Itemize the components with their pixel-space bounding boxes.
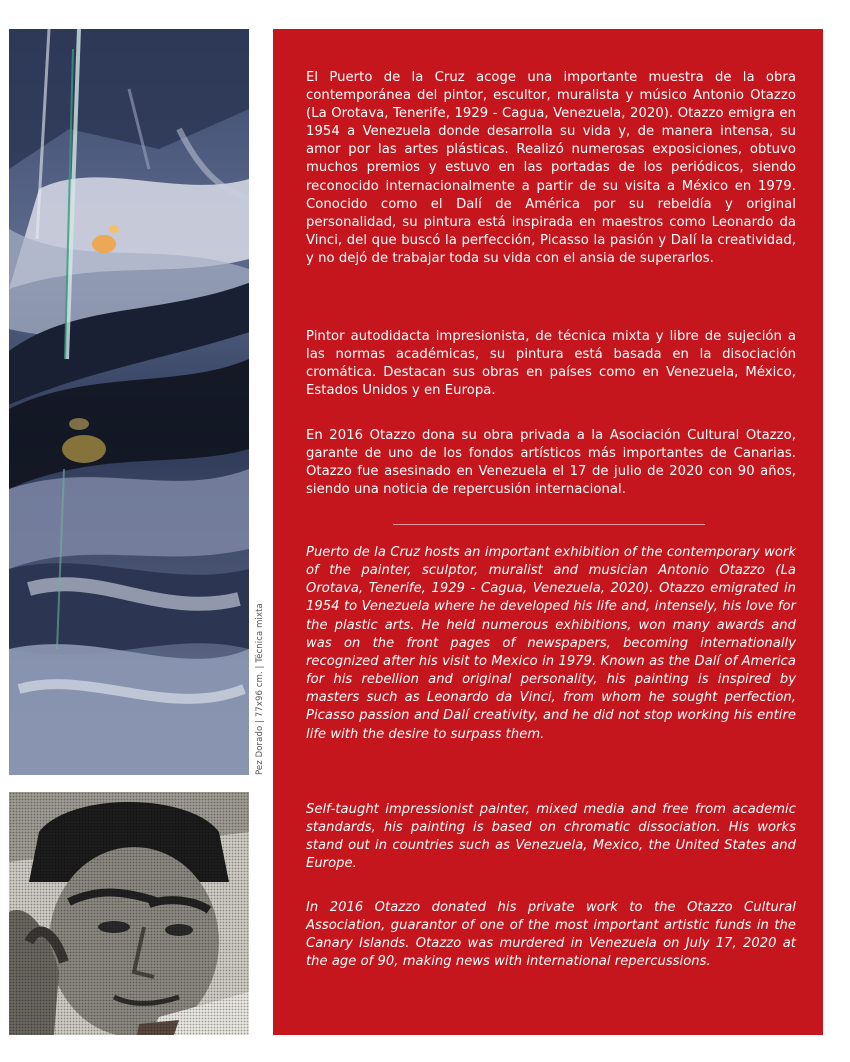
spanish-paragraph-2: Pintor autodidacta impresionista, de técnica mixta y libre de sujeción a las normas académicas, su pintura está basada en la disociación cromática. Destacan sus obras en países como en Venezuela, México, Estados Unidos y en Europa.: [306, 329, 796, 399]
spanish-paragraph-3: En 2016 Otazzo dona su obra privada a la Asociación Cultural Otazzo, garante de uno de los fondos artísticos más importantes de Canarias. Otazzo fue asesinado en Venezuela el 17 de julio de 2020 con 90 años, siendo una noticia de repercusión internacional.: [306, 428, 796, 498]
artist-portrait: [9, 792, 249, 1035]
caption-text: Pez Dorado | 77x96 cm. | Técnica mixta: [255, 603, 265, 775]
spanish-paragraph-1: El Puerto de la Cruz acoge una importante muestra de la obra contemporánea del pintor, escultor, muralista y músico Antonio Otazzo (La Orotava, Tenerife, 1929 - Cagua, Venezuela, 2020). Otazzo emigra en 1954 a Venezuela donde desarrolla su vida y, de manera intensa, su amor por las artes plásticas. Realizó numerosas exposiciones, obtuvo muchos premios y estuvo en las portadas de los periódicos, siendo reconocido internacionalmente a partir de su visita a México en 1979. Conocido como el Dalí de América por su rebeldía y original personalidad, su pintura está inspirada en maestros como Leonardo da Vinci, del que buscó la perfección, Picasso la pasión y Dalí la creatividad, y no dejó de trabajar toda su vida con el ansia de superarlos.: [306, 70, 796, 266]
painting-image: [9, 29, 249, 775]
section-divider: [393, 524, 705, 525]
english-paragraph-2: Self-taught impressionist painter, mixed media and free from academic standards, his painting is based on chromatic dissociation. His works stand out in countries such as Venezuela, Mexico, the United States and Europe.: [306, 802, 796, 872]
english-paragraph-1: Puerto de la Cruz hosts an important exhibition of the contemporary work of the painter, sculptor, muralist and musician Antonio Otazzo (La Orotava, Tenerife, 1929 - Cagua, Venezuela, 2020). Otazzo emigrated in 1954 to Venezuela where he developed his life and, intensely, his love for the plastic arts. He held numerous exhibitions, won many awards and was on the front pages of newspapers, becoming internationally recognized after his visit to Mexico in 1979. Known as the Dalí of America for his rebellion and original personality, his painting is inspired by masters such as Leonardo da Vinci, from whom he sought perfection, Picasso passion and Dalí creativity, and he did not stop working his entire life with the desire to surpass them.: [306, 545, 796, 742]
english-paragraph-3: In 2016 Otazzo donated his private work to the Otazzo Cultural Association, guarantor of one of the most important artistic funds in the Canary Islands. Otazzo was murdered in Venezuela on July 17, 2020 at the age of 90, making news with international repercussions.: [306, 900, 796, 970]
text-panel: [273, 29, 823, 1035]
